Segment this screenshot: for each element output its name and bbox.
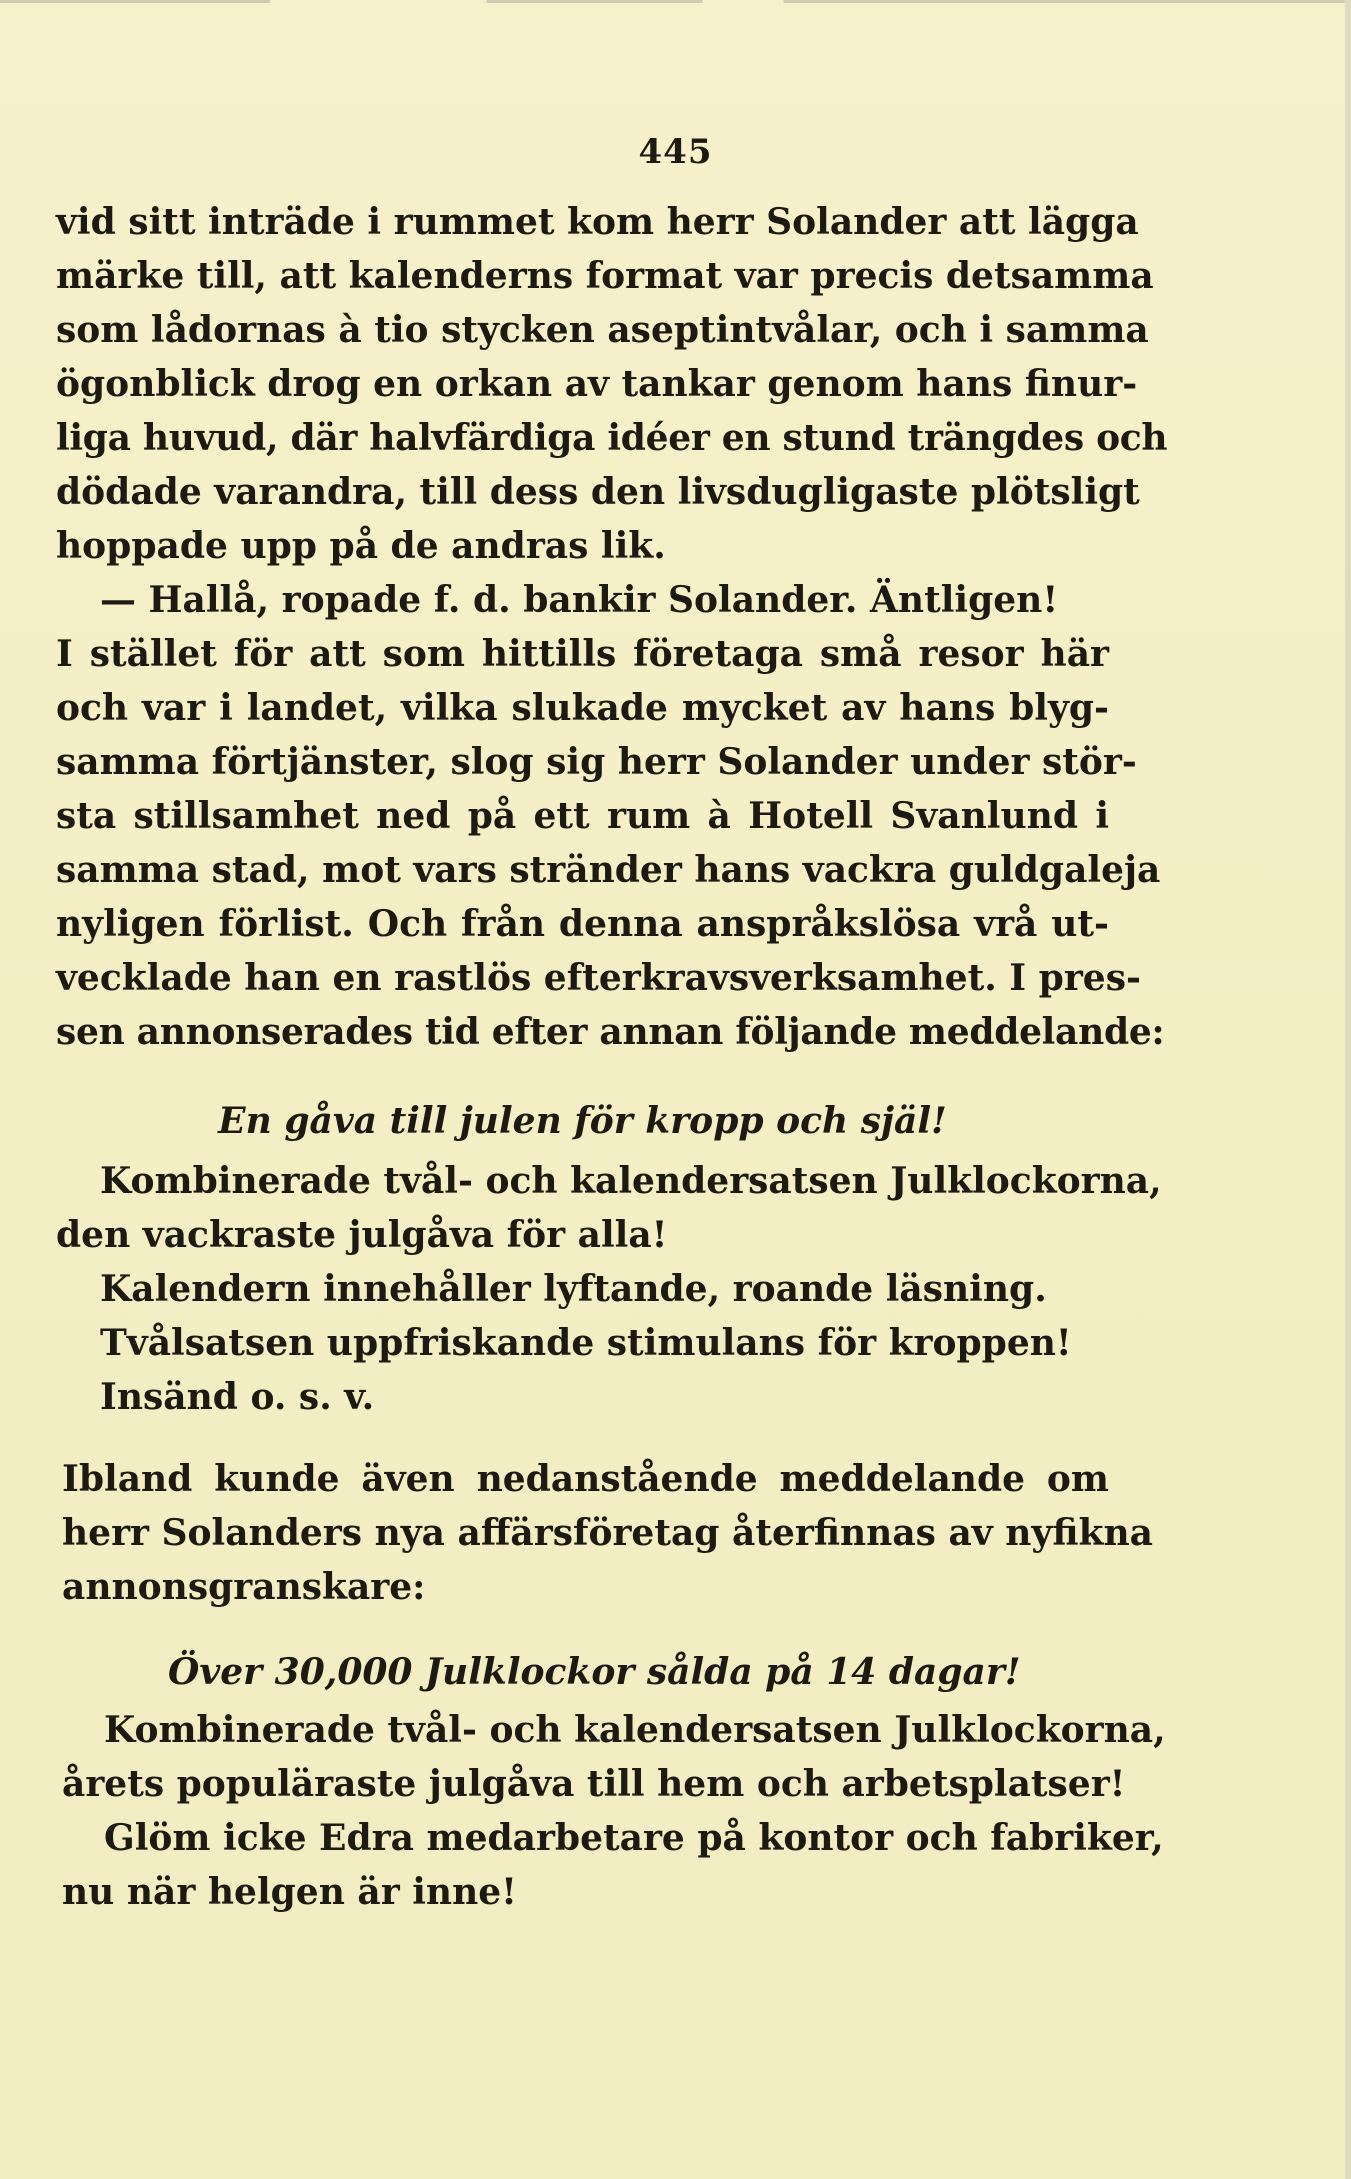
- ad-1-line: den vackraste julgåva för alla!: [56, 1214, 668, 1256]
- paragraph-2-line: samma stad, mot vars stränder hans vackra guldgaleja: [56, 849, 1161, 891]
- ad-2-line: nu när helgen är inne!: [62, 1871, 517, 1913]
- page-number: 445: [638, 132, 713, 172]
- ad-2-line: årets populäraste julgåva till hem och arbetsplatser!: [62, 1763, 1126, 1805]
- ad-1-line: Kalendern innehåller lyftande, roande läsning.: [100, 1268, 1047, 1310]
- paragraph-2-line: vecklade han en rastlös efterkravsverksamhet. I pres-: [56, 957, 1141, 999]
- paragraph-1-line: liga huvud, där halvfärdiga idéer en stund trängdes och: [56, 417, 1168, 459]
- top-edge-rule: [0, 0, 1351, 3]
- paragraph-3-line: herr Solanders nya affärsföretag återfinnas av nyfikna: [62, 1512, 1153, 1554]
- ad-1-line: Tvålsatsen uppfriskande stimulans för kroppen!: [100, 1322, 1072, 1364]
- ad-1-heading: En gåva till julen för kropp och själ!: [218, 1100, 947, 1142]
- ad-2-heading: Över 30,000 Julklockor sålda på 14 dagar!: [168, 1651, 1021, 1693]
- ad-2-line: Glöm icke Edra medarbetare på kontor och fabriker,: [104, 1817, 1164, 1859]
- paragraph-1-line: som lådornas à tio stycken aseptintvålar, och i samma: [56, 309, 1149, 351]
- ad-1-line: Insänd o. s. v.: [100, 1376, 375, 1418]
- paragraph-3-line: Ibland kunde även nedanstående meddelande om: [62, 1458, 1109, 1500]
- paragraph-2-line: nyligen förlist. Och från denna anspråkslösa vrå ut-: [56, 903, 1109, 945]
- paragraph-1-line: dödade varandra, till dess den livsdugligaste plötsligt: [56, 471, 1140, 513]
- paragraph-1-line: vid sitt inträde i rummet kom herr Solander att lägga: [56, 201, 1139, 243]
- paragraph-1-line: hoppade upp på de andras lik.: [56, 525, 666, 567]
- ad-1-line: Kombinerade tvål- och kalendersatsen Julklockorna,: [100, 1160, 1162, 1202]
- paragraph-2-line: samma förtjänster, slog sig herr Solander under stör-: [56, 741, 1137, 783]
- exclamation-line: — Hallå, ropade f. d. bankir Solander. Äntligen!: [100, 579, 1059, 621]
- paragraph-2-line: och var i landet, vilka slukade mycket av hans blyg-: [56, 687, 1109, 729]
- paragraph-2-line: sta stillsamhet ned på ett rum à Hotell Svanlund i: [56, 795, 1109, 837]
- paragraph-2-line: sen annonserades tid efter annan följande meddelande:: [56, 1011, 1165, 1053]
- paragraph-1-line: märke till, att kalenderns format var precis detsamma: [56, 255, 1154, 297]
- ad-2-line: Kombinerade tvål- och kalendersatsen Julklockorna,: [104, 1709, 1166, 1751]
- paragraph-3-line: annonsgranskare:: [62, 1566, 426, 1608]
- right-page-edge: [1345, 0, 1351, 2179]
- paragraph-1-line: ögonblick drog en orkan av tankar genom hans finur-: [56, 363, 1138, 405]
- paragraph-2-line: I stället för att som hittills företaga små resor här: [56, 633, 1109, 675]
